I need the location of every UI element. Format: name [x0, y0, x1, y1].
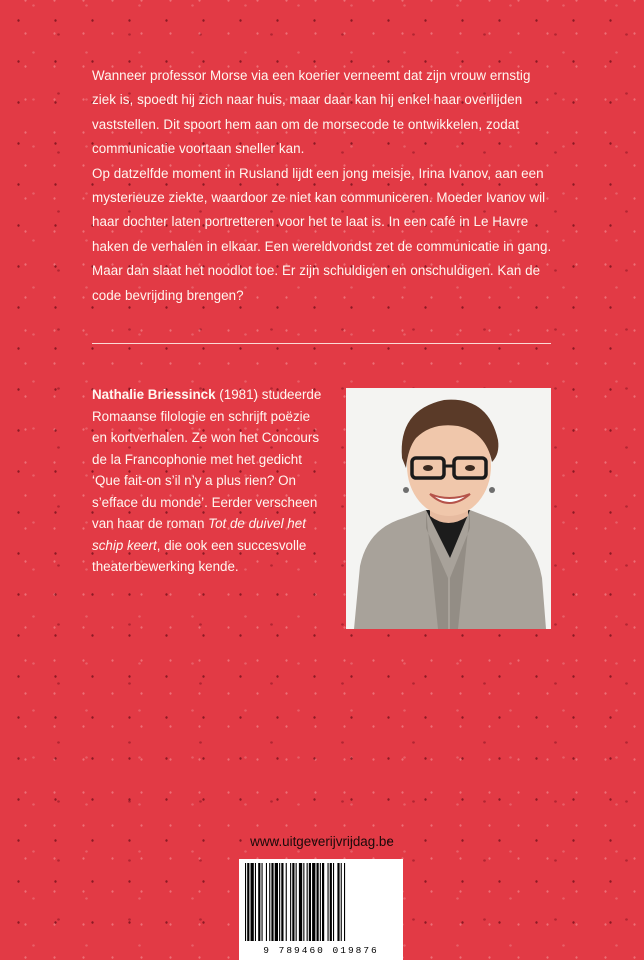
barcode-bar	[299, 863, 302, 941]
barcode-bar	[309, 863, 311, 941]
blurb-paragraph-1: Wanneer professor Morse via een koerier verneemt dat zijn vrouw ernstig ziek is, spoedt hij zich naar huis, maar daar kan hij enkel haar overlijden vaststellen. Dit spoort hem aan om de morsecode te ontwikkelen, zodat communicatie voortaan sneller kan.	[92, 68, 531, 157]
barcode-bar	[312, 863, 315, 941]
barcode-bar	[275, 863, 278, 941]
barcode-bar	[330, 863, 332, 941]
barcode-bar	[344, 863, 345, 941]
barcode-bar	[262, 863, 263, 941]
author-birth-year: (1981)	[219, 387, 259, 402]
barcode-bar	[247, 863, 249, 941]
barcode-bar	[251, 863, 254, 941]
barcode-bar	[255, 863, 256, 941]
barcode-bar	[271, 863, 273, 941]
barcode-bar	[341, 863, 342, 941]
barcode-bar	[286, 863, 287, 941]
author-bio-text-end: , die ook een succesvolle theaterbewerking kende.	[92, 537, 307, 574]
barcode-bar	[290, 863, 291, 941]
barcode-bar	[303, 863, 304, 941]
author-bio-text: studeerde Romaanse filologie en schrijft poëzie en kortverhalen. Ze won het Concours de la Francophonie met het gedicht ‘Que fait-on s’il n’y a plus rien? On s’efface du monde’. Eerder verscheen van haar de roman	[92, 387, 322, 531]
author-portrait-image	[346, 388, 551, 629]
publisher-website: www.uitgeverijvrijdag.be	[250, 834, 394, 849]
barcode-bar	[320, 863, 321, 941]
novel-title: Tot de duivel het schip keert	[92, 516, 306, 553]
barcode-bar	[258, 863, 260, 941]
blurb-paragraph-2: Op datzelfde moment in Rusland lijdt een jong meisje, Irina Ivanov, aan een mysterieuze ziekte, waardoor ze niet kan communiceren. Moeder Ivanov wil haar dochter laten portretteren voor het te laat is. In een café in Le Havre haken de verhalen in elkaar. Een wereldvondst zet de communicatie in gang. Maar dan slaat het noodlot toe. Er zijn schuldigen en onschuldigen. Kan de code bevrijding brengen?	[92, 165, 552, 303]
barcode-bar	[269, 863, 270, 941]
barcode-bar	[296, 863, 297, 941]
barcode-bar	[333, 863, 334, 941]
barcode-bar	[322, 863, 324, 941]
author-photo	[346, 388, 551, 629]
author-bio	[92, 384, 328, 578]
barcode-bar	[317, 863, 319, 941]
barcode-bar	[245, 863, 246, 941]
isbn-barcode	[239, 859, 403, 960]
barcode-bar	[266, 863, 267, 941]
barcode-bar	[281, 863, 283, 941]
section-divider	[92, 343, 551, 344]
book-blurb	[92, 64, 554, 308]
barcode-bar	[292, 863, 294, 941]
barcode-bar	[307, 863, 308, 941]
barcode-digits: 9 789460 019876	[263, 945, 379, 956]
barcode-bar	[279, 863, 280, 941]
barcode-bar	[328, 863, 329, 941]
barcode-bars	[239, 859, 403, 943]
barcode-bar	[337, 863, 339, 941]
author-name: Nathalie Briessinck	[92, 387, 216, 402]
